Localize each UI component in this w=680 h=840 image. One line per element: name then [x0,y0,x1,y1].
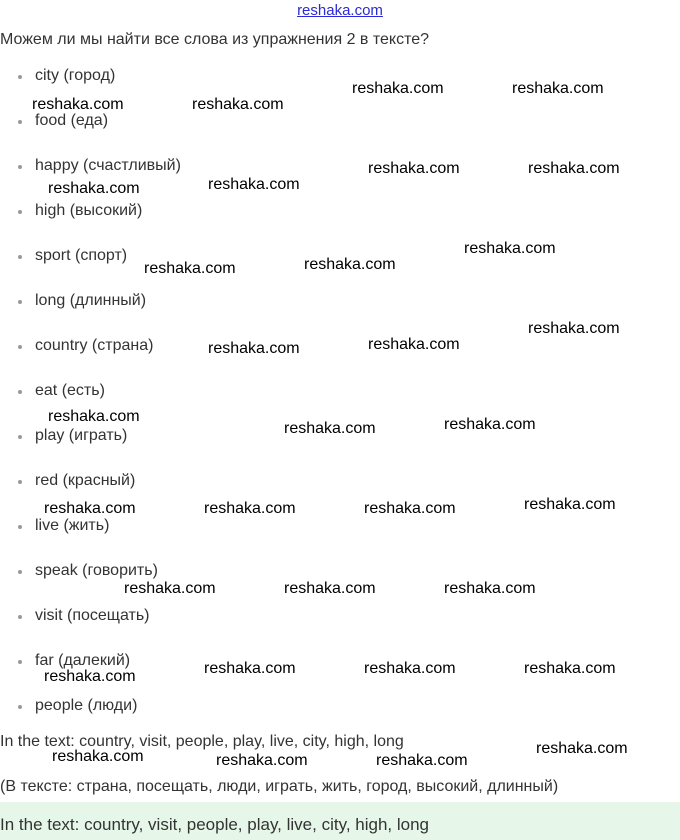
answer-english: In the text: country, visit, people, play, live, city, high, long [0,733,404,750]
watermark: reshaka.com [368,160,460,177]
watermark: reshaka.com [208,176,300,193]
bullet-icon [18,435,22,439]
watermark: reshaka.com [304,256,396,273]
answer-highlight-box [0,802,680,840]
bullet-icon [18,390,22,394]
bullet-icon [18,345,22,349]
watermark: reshaka.com [216,752,308,769]
watermark: reshaka.com [368,336,460,353]
watermark: reshaka.com [284,420,376,437]
watermark: reshaka.com [444,416,536,433]
bullet-icon [18,255,22,259]
bullet-icon [18,705,22,709]
answer-russian: (В тексте: страна, посещать, люди, играть, жить, город, высокий, длинный) [0,778,559,795]
watermark: reshaka.com [44,668,136,685]
watermark: reshaka.com [536,740,628,757]
watermark: reshaka.com [124,580,216,597]
watermark: reshaka.com [204,660,296,677]
question-text: Можем ли мы найти все слова из упражнения 2 в тексте? [0,31,430,48]
bullet-icon [18,480,22,484]
watermark: reshaka.com [464,240,556,257]
watermark: reshaka.com [512,80,604,97]
watermark: reshaka.com [192,96,284,113]
watermark: reshaka.com [364,660,456,677]
watermark: reshaka.com [524,496,616,513]
watermark: reshaka.com [528,320,620,337]
watermark: reshaka.com [48,408,140,425]
watermark: reshaka.com [376,752,468,769]
watermark: reshaka.com [352,80,444,97]
watermark: reshaka.com [44,500,136,517]
watermark: reshaka.com [524,660,616,677]
watermark: reshaka.com [32,96,124,113]
bullet-icon [18,525,22,529]
watermark: reshaka.com [528,160,620,177]
watermark: reshaka.com [52,748,144,765]
bullet-icon [18,120,22,124]
watermark: reshaka.com [204,500,296,517]
bullet-icon [18,570,22,574]
watermark: reshaka.com [284,580,376,597]
bullet-icon [18,75,22,79]
bullet-icon [18,300,22,304]
bullet-icon [18,165,22,169]
watermark: reshaka.com [364,500,456,517]
site-link[interactable]: reshaka.com [297,2,383,19]
bullet-icon [18,615,22,619]
watermark: reshaka.com [48,180,140,197]
answer-highlight-text: In the text: country, visit, people, play, live, city, high, long [0,815,429,834]
bullet-icon [18,660,22,664]
watermark: reshaka.com [444,580,536,597]
watermark: reshaka.com [208,340,300,357]
watermark: reshaka.com [144,260,236,277]
bullet-icon [18,210,22,214]
